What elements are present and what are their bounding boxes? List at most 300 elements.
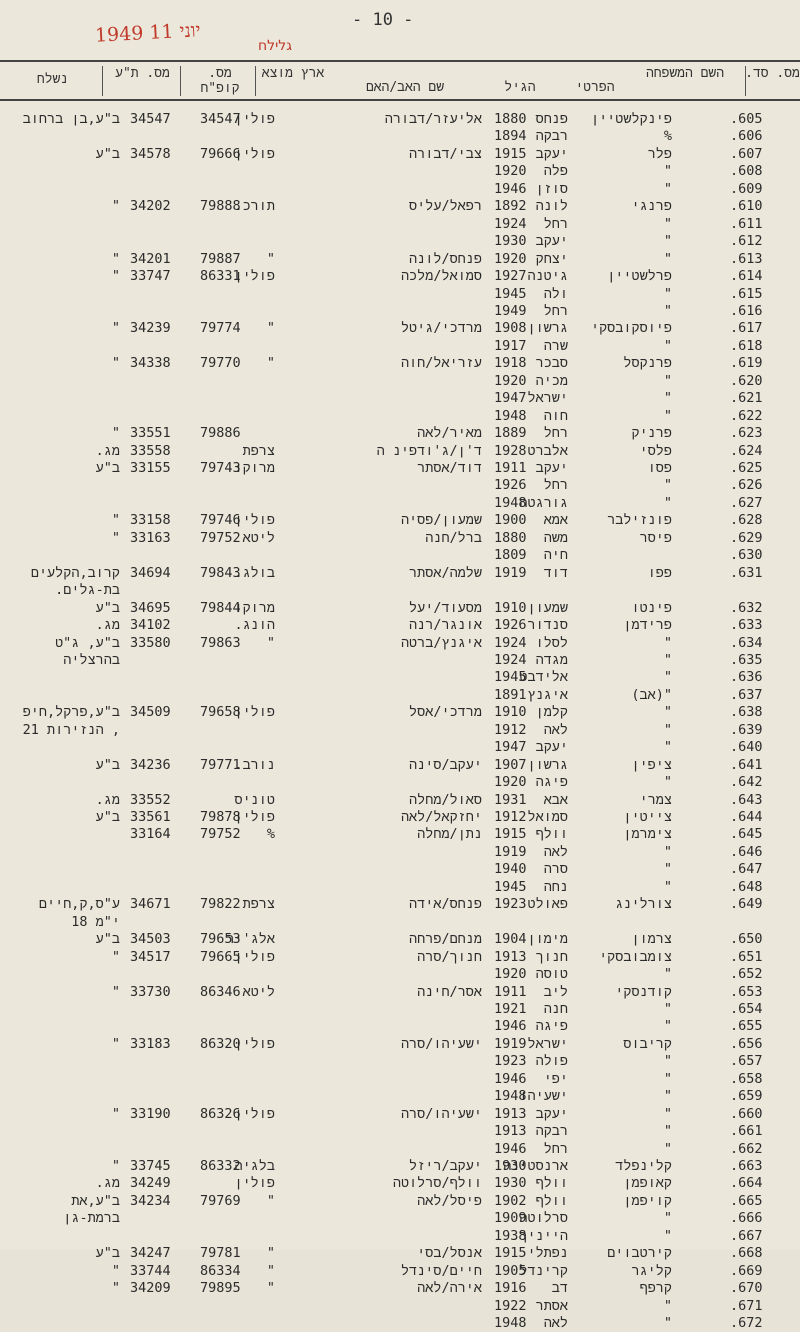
file-number: 33580 xyxy=(130,634,171,651)
serial-number: .629 xyxy=(730,529,763,546)
country-of-origin: ליטא xyxy=(242,983,275,1000)
family-name: " xyxy=(663,1105,672,1122)
parents-names: אירה/לאה xyxy=(417,1280,482,1297)
table-row xyxy=(0,337,800,355)
family-name: " xyxy=(663,1000,672,1017)
serial-number: .611 xyxy=(730,215,763,232)
serial-number: .657 xyxy=(730,1053,763,1070)
file-number: 34517 xyxy=(130,948,171,965)
birth-year: 1892 xyxy=(494,198,527,215)
table-row xyxy=(0,564,800,582)
birth-year: 1920 xyxy=(494,966,527,983)
table-row xyxy=(0,1087,800,1105)
family-name: פלר xyxy=(647,145,672,162)
table-row xyxy=(0,1192,800,1210)
first-name: רחל xyxy=(543,215,568,232)
file-number: 33552 xyxy=(130,791,171,808)
serial-number: .634 xyxy=(730,634,763,651)
fund-number: 79843 xyxy=(200,564,241,581)
remarks: ב"ע xyxy=(95,599,120,616)
remarks: " xyxy=(111,529,120,546)
parents-names: סמואל/מלכה xyxy=(400,268,482,285)
serial-number: .633 xyxy=(730,617,763,634)
birth-year: 1948 xyxy=(494,1315,527,1332)
birth-year: 1948 xyxy=(494,494,527,511)
birth-year: 1930 xyxy=(494,1158,527,1174)
table-row xyxy=(0,860,800,878)
file-number: 34671 xyxy=(130,896,171,913)
family-name: פלסי xyxy=(639,442,672,459)
page-number: - 10 - xyxy=(352,10,414,30)
first-name: וולף xyxy=(535,1175,568,1192)
family-name: צרמון xyxy=(631,931,672,948)
table-row xyxy=(0,878,800,896)
family-name: " xyxy=(663,407,672,424)
birth-year: 1921 xyxy=(494,1000,527,1017)
serial-number: .642 xyxy=(730,774,763,791)
birth-year: 1927 xyxy=(494,268,527,285)
serial-number: .606 xyxy=(730,128,763,145)
header-parents: שם האב/האם xyxy=(365,80,445,95)
first-name: גרשון xyxy=(527,756,568,773)
country-of-origin: פולין xyxy=(234,512,275,529)
family-name: פסו xyxy=(647,460,672,476)
birth-year: 1919 xyxy=(494,1035,527,1052)
country-of-origin: פולין xyxy=(234,704,275,721)
family-name: "(אב) xyxy=(631,686,672,703)
fund-number: 79770 xyxy=(200,355,241,372)
parents-names: חיים/סינדל xyxy=(400,1262,482,1279)
remarks: ב"ע xyxy=(95,1245,120,1262)
table-row xyxy=(0,1000,800,1018)
country-of-origin: בולג. xyxy=(234,564,275,581)
file-number: 34247 xyxy=(130,1245,171,1262)
fund-number: 79863 xyxy=(200,634,241,651)
parents-names: יעקב/ריזל xyxy=(409,1158,482,1174)
first-name: רחל xyxy=(543,425,568,442)
birth-year: 1900 xyxy=(494,512,527,529)
country-of-origin: צרפת xyxy=(242,896,275,913)
serial-number: .636 xyxy=(730,669,763,686)
family-name: פרנקסל xyxy=(623,355,672,372)
family-name: " xyxy=(663,704,672,721)
remarks: " xyxy=(111,1262,120,1279)
first-name: פלה xyxy=(543,163,568,180)
file-number: 34239 xyxy=(130,320,171,337)
table-row xyxy=(0,965,800,983)
birth-year: 1919 xyxy=(494,564,527,581)
parents-names: פנחס/לונה xyxy=(409,250,482,267)
fund-number: 86346 xyxy=(200,983,241,1000)
birth-year: 1948 xyxy=(494,1088,527,1105)
birth-year: 1910 xyxy=(494,704,527,721)
serial-number: .622 xyxy=(730,407,763,424)
fund-number: 79774 xyxy=(200,320,241,337)
table-row xyxy=(0,110,800,128)
table-row xyxy=(0,511,800,529)
table-row xyxy=(0,267,800,285)
birth-year: 1923 xyxy=(494,1053,527,1070)
serial-number: .647 xyxy=(730,861,763,878)
country-of-origin: מרוקו xyxy=(234,460,275,476)
table-row xyxy=(0,756,800,774)
first-name: משה xyxy=(543,529,568,546)
birth-year: 1911 xyxy=(494,460,527,476)
serial-number: .651 xyxy=(730,948,763,965)
remarks: מג. xyxy=(95,442,120,459)
serial-number: .632 xyxy=(730,599,763,616)
first-name: לאה xyxy=(543,721,568,738)
country-of-origin: " xyxy=(266,320,275,337)
top-rule xyxy=(0,60,800,62)
parents-names: וולף/סרלוטה xyxy=(392,1175,482,1192)
parents-names: שלמה/אסתר xyxy=(409,564,482,581)
table-row xyxy=(0,127,800,145)
country-of-origin: " xyxy=(266,1245,275,1262)
column-divider xyxy=(180,66,181,96)
birth-year: 1946 xyxy=(494,180,527,197)
serial-number: .624 xyxy=(730,442,763,459)
first-name: ולה xyxy=(543,285,568,302)
file-number: 33163 xyxy=(130,529,171,546)
birth-year: 1908 xyxy=(494,320,527,337)
remarks: " xyxy=(111,250,120,267)
header-fund: מס. קופ"ח xyxy=(200,66,240,96)
serial-number: .650 xyxy=(730,931,763,948)
fund-number: 79743 xyxy=(200,460,241,476)
table-row xyxy=(0,407,800,425)
file-number: 33183 xyxy=(130,1035,171,1052)
file-number: 34578 xyxy=(130,145,171,162)
country-of-origin: טוניס xyxy=(234,791,275,808)
first-name: סרלוטה xyxy=(519,1210,568,1227)
first-name: סנדור xyxy=(527,617,568,634)
fund-number: 34547 xyxy=(200,111,241,127)
country-of-origin: צרפת xyxy=(242,442,275,459)
first-name: רבקה xyxy=(535,128,568,145)
first-name: לונה xyxy=(535,198,568,215)
family-name: צמרי xyxy=(639,791,672,808)
serial-number: .646 xyxy=(730,843,763,860)
parents-names: אנסל/בסי xyxy=(417,1245,482,1262)
remarks: ב"ע xyxy=(95,756,120,773)
birth-year: 1926 xyxy=(494,617,527,634)
first-name: יפי xyxy=(543,1070,568,1087)
header-country: ארץ מוצא xyxy=(261,66,325,81)
table-row xyxy=(0,1140,800,1158)
header-remarks: נשלח xyxy=(36,72,69,87)
birth-year: 1945 xyxy=(494,878,527,895)
birth-year: 1920 xyxy=(494,372,527,389)
family-name: קירטבוים xyxy=(607,1245,672,1262)
first-name: ליב xyxy=(543,983,568,1000)
birth-year: 1922 xyxy=(494,1297,527,1314)
first-name: ישעיהו xyxy=(519,1088,568,1105)
fund-number: 79822 xyxy=(200,896,241,913)
serial-number: .670 xyxy=(730,1280,763,1297)
family-name: " xyxy=(663,285,672,302)
serial-number: .616 xyxy=(730,302,763,319)
family-name: " xyxy=(663,669,672,686)
family-name: " xyxy=(663,861,672,878)
first-name: נפתלי xyxy=(527,1245,568,1262)
table-row xyxy=(0,808,800,826)
birth-year: 1894 xyxy=(494,128,527,145)
table-row xyxy=(0,983,800,1001)
table-row xyxy=(0,180,800,198)
first-name: דוד xyxy=(543,564,568,581)
serial-number: .664 xyxy=(730,1175,763,1192)
birth-year: 1928 xyxy=(494,442,527,459)
family-name: % xyxy=(663,128,672,145)
birth-year: 1916 xyxy=(494,1280,527,1297)
first-name: שמעון xyxy=(527,599,568,616)
birth-year: 1920 xyxy=(494,774,527,791)
file-number: 33744 xyxy=(130,1262,171,1279)
parents-names: ברל/חנה xyxy=(425,529,482,546)
birth-year: 1905 xyxy=(494,1262,527,1279)
first-name: טוסה xyxy=(535,966,568,983)
table-row xyxy=(0,825,800,843)
birth-year: 1809 xyxy=(494,547,527,564)
parents-names: יחזקאל/לאה xyxy=(400,809,482,825)
birth-year: 1930 xyxy=(494,233,527,250)
family-name: " xyxy=(663,163,672,180)
fund-number: 79752 xyxy=(200,529,241,546)
birth-year: 1880 xyxy=(494,529,527,546)
table-row xyxy=(0,1017,800,1035)
first-name: יעקב xyxy=(535,739,568,756)
first-name: רחל xyxy=(543,302,568,319)
first-name: שרה xyxy=(543,337,568,354)
family-name: " xyxy=(663,233,672,250)
table-row xyxy=(0,319,800,337)
birth-year: 1919 xyxy=(494,843,527,860)
file-number: 34209 xyxy=(130,1280,171,1297)
birth-year: 1940 xyxy=(494,861,527,878)
file-number: 34236 xyxy=(130,756,171,773)
birth-year: 1947 xyxy=(494,739,527,756)
first-name: יעקב xyxy=(535,145,568,162)
country-of-origin: " xyxy=(266,634,275,651)
serial-number: .667 xyxy=(730,1227,763,1244)
remarks: י"מ 18 xyxy=(71,913,120,930)
remarks: ברמת-גן xyxy=(63,1210,120,1227)
birth-year: 1924 xyxy=(494,215,527,232)
family-name: " xyxy=(663,180,672,197)
family-name: פינטו xyxy=(631,599,672,616)
file-number: 33158 xyxy=(130,512,171,529)
first-name: וולף xyxy=(535,826,568,843)
country-of-origin: " xyxy=(266,1192,275,1209)
serial-number: .641 xyxy=(730,756,763,773)
family-name: " xyxy=(663,302,672,319)
parents-names: אסר/חינה xyxy=(417,983,482,1000)
parents-names: אונגר/רנה xyxy=(409,617,482,634)
serial-number: .645 xyxy=(730,826,763,843)
table-row xyxy=(0,215,800,233)
country-of-origin: מרוקו xyxy=(234,599,275,616)
fund-number: 79658 xyxy=(200,704,241,721)
family-name: " xyxy=(663,1140,672,1157)
table-row xyxy=(0,372,800,390)
serial-number: .617 xyxy=(730,320,763,337)
fund-number: 79752 xyxy=(200,826,241,843)
family-name: " xyxy=(663,215,672,232)
file-number: 33561 xyxy=(130,809,171,825)
first-name: חיה xyxy=(543,547,568,564)
table-row xyxy=(0,1279,800,1297)
birth-year: 1924 xyxy=(494,634,527,651)
remarks: " xyxy=(111,1280,120,1297)
fund-number: 79781 xyxy=(200,1245,241,1262)
file-number: 33747 xyxy=(130,268,171,285)
serial-number: .644 xyxy=(730,809,763,825)
fund-number: 79746 xyxy=(200,512,241,529)
country-of-origin: פולין xyxy=(234,1175,275,1192)
family-name: " xyxy=(663,774,672,791)
fund-number: 86334 xyxy=(200,1262,241,1279)
first-name: יעקב xyxy=(535,233,568,250)
serial-number: .619 xyxy=(730,355,763,372)
first-name: וולף xyxy=(535,1192,568,1209)
table-row xyxy=(0,668,800,686)
fund-number: 79665 xyxy=(200,948,241,965)
country-of-origin: פולין xyxy=(234,111,275,127)
family-name: ציפין xyxy=(631,756,672,773)
first-name: רחל xyxy=(543,1140,568,1157)
remarks: מג. xyxy=(95,791,120,808)
parents-names: רפאל/עליס xyxy=(409,198,482,215)
birth-year: 1917 xyxy=(494,337,527,354)
first-name: רבקה xyxy=(535,1123,568,1140)
remarks: " xyxy=(111,268,120,285)
serial-number: .666 xyxy=(730,1210,763,1227)
first-name: קלמן xyxy=(535,704,568,721)
first-name: ישראל xyxy=(527,1035,568,1052)
birth-year: 1913 xyxy=(494,1105,527,1122)
first-name: חנה xyxy=(543,1000,568,1017)
table-row xyxy=(0,930,800,948)
table-row xyxy=(0,1262,800,1280)
family-name: קאופמן xyxy=(623,1175,672,1192)
family-name: קריבוס xyxy=(623,1035,672,1052)
birth-year: 1910 xyxy=(494,599,527,616)
table-row xyxy=(0,424,800,442)
table-row xyxy=(0,616,800,634)
table-row xyxy=(0,1297,800,1315)
first-name: גיטנה xyxy=(527,268,568,285)
column-divider xyxy=(102,66,103,96)
serial-number: .608 xyxy=(730,163,763,180)
first-name: אבא xyxy=(543,791,568,808)
remarks: " xyxy=(111,1105,120,1122)
serial-number: .625 xyxy=(730,460,763,476)
first-name: דב xyxy=(551,1280,568,1297)
fund-number: 79666 xyxy=(200,145,241,162)
first-name: קרינדל xyxy=(519,1262,568,1279)
country-of-origin: בלגיה xyxy=(234,1158,275,1174)
table-row xyxy=(0,1209,800,1227)
table-row xyxy=(0,686,800,704)
family-name: צומבובסקי xyxy=(599,948,672,965)
table-row xyxy=(0,738,800,756)
table-row xyxy=(0,721,800,739)
family-name: " xyxy=(663,1088,672,1105)
first-name: אלברט xyxy=(527,442,568,459)
birth-year: 1904 xyxy=(494,931,527,948)
family-name: " xyxy=(663,477,672,494)
family-name: פיוסקובסקי xyxy=(590,320,672,337)
first-name: פנחס xyxy=(535,111,568,127)
country-of-origin: " xyxy=(266,355,275,372)
serial-number: .630 xyxy=(730,547,763,564)
parents-names: ד'ן/ג'ודפינ ה xyxy=(376,442,482,459)
family-name: " xyxy=(663,651,672,668)
serial-number: .609 xyxy=(730,180,763,197)
country-of-origin: % xyxy=(266,826,275,843)
birth-year: 1889 xyxy=(494,425,527,442)
serial-number: .672 xyxy=(730,1315,763,1332)
family-name: צימרמן xyxy=(623,826,672,843)
header-first: הפרטי xyxy=(575,80,615,95)
country-of-origin: " xyxy=(266,250,275,267)
first-name: איגנץ xyxy=(527,686,568,703)
table-row xyxy=(0,1174,800,1192)
table-row xyxy=(0,145,800,163)
remarks: " xyxy=(111,948,120,965)
parents-names: דוד/אסתר xyxy=(417,460,482,476)
birth-year: 1907 xyxy=(494,756,527,773)
header-file: מס. ת"ע xyxy=(115,66,170,81)
parents-names: ישעיהו/סרה xyxy=(400,1105,482,1122)
first-name: פיגה xyxy=(535,1018,568,1035)
serial-number: .638 xyxy=(730,704,763,721)
table-row xyxy=(0,634,800,652)
serial-number: .671 xyxy=(730,1297,763,1314)
parents-names: מרדכי/אסל xyxy=(409,704,482,721)
family-name: " xyxy=(663,634,672,651)
table-row xyxy=(0,389,800,407)
fund-number: 79878 xyxy=(200,809,241,825)
family-name: קודנסקי xyxy=(615,983,672,1000)
first-name: לאה xyxy=(543,1315,568,1332)
serial-number: .669 xyxy=(730,1262,763,1279)
handwritten-date: 1949 יוני 11 xyxy=(94,19,202,47)
parents-names: מרדכי/גיטל xyxy=(400,320,482,337)
serial-number: .621 xyxy=(730,390,763,407)
file-number: 34249 xyxy=(130,1175,171,1192)
family-name: " xyxy=(663,1053,672,1070)
parents-names: איגנץ/ברטה xyxy=(400,634,482,651)
table-row xyxy=(0,948,800,966)
first-name: גרשון xyxy=(527,320,568,337)
family-name: קליגר xyxy=(631,1262,672,1279)
remarks: " xyxy=(111,198,120,215)
table-row xyxy=(0,703,800,721)
parents-names: צבי/דבורה xyxy=(409,145,482,162)
country-of-origin: פולין xyxy=(234,948,275,965)
table-row xyxy=(0,1157,800,1175)
birth-year: 1923 xyxy=(494,896,527,913)
file-number: 34509 xyxy=(130,704,171,721)
fund-number: 86331 xyxy=(200,268,241,285)
fund-number: 79895 xyxy=(200,1280,241,1297)
first-name: יעקב xyxy=(535,1105,568,1122)
file-number: 34503 xyxy=(130,931,171,948)
first-name: פאולט xyxy=(527,896,568,913)
table-row xyxy=(0,459,800,477)
